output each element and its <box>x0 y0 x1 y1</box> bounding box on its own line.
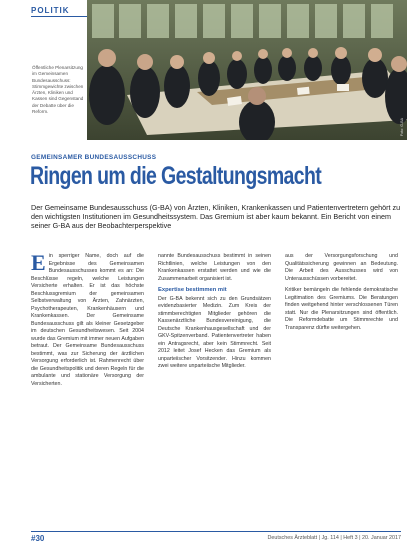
article-lead: Der Gemeinsame Bundesausschuss (G-BA) von Ärzten, Kliniken, Krankenkassen und Patientenvertretern gehört zu den wichtigsten Institutionen im Gesundheitssystem. Das Gremium ist aber kaum bekannt. Ein Bericht von einem seiner G-BA aus der Beobachterperspektive <box>31 203 401 231</box>
photo-credit: Foto: G-BA <box>400 118 404 136</box>
photo-caption: Öffentliche Plenarsitzung im Gemeinsamen Bundesausschuss: Stimmgewichte zwischen Ärzten, Kliniken und Kassen sind Gegenstand der Debatte über die Reform. <box>32 65 84 115</box>
article-column-2 <box>158 253 271 371</box>
article-kicker: GEMEINSAMER BUNDESAUSSCHUSS <box>31 154 157 161</box>
column-1-text: in sperriger Name, doch auf die Ergebnisse des Gemeinsamen Bundesausschusses kommt es an: Die Beschlüsse regeln, welche Leistungen Versicherte erhalten. Er ist das höchste Beschlussgremium der gemeinsamen Selbstverwaltung von Ärzten, Zahnärzten, Psychotherapeuten, Krankenhäusern und Krankenkassen. Der Gemeinsame Bundesausschuss gilt als kleiner Gesetzgeber im deutschen Gesundheitswesen. Seit 2004 wurde das Gremium mit immer neuen Aufgaben betraut. Der Gemeinsame Bundesausschuss bestimmt, was zur Sicherung der ärztlichen Versorgung erforderlich ist. Rahmenrecht über die Gesundheitspolitik und deren Regeln für die ambulante und stationäre Versorgung der Versicherten. <box>31 253 144 387</box>
article-headline: Ringen um die Gestaltungsmacht <box>30 162 322 190</box>
article-subhead: Expertise bestimmen mit <box>158 287 227 293</box>
page-number: #30 <box>31 534 45 543</box>
column-2-text-2: Der G-BA bekennt sich zu den Grundsätzen evidenzbasierter Medizin. Zum Kreis der stimmberechtigten Mitglieder gehören die Kassenärztliche Bundesvereinigung, die Deutsche Krankenhausgesellschaft und der GKV-Spitzenverband. Patientenvertreter haben ein Antragsrecht, aber kein Stimmrecht. Seit 2012 leitet Josef Hecken das Gremium als unparteiischer Vorsitzender. Hinzu kommen zwei weitere unparteiische Mitglieder. <box>158 295 271 369</box>
column-3-text: aus der Versorgungsforschung und Qualitätssicherung gewinnen an Bedeutung. Die Arbeit des Ausschusses wird von Unterausschüssen vorbereitet. <box>285 253 398 282</box>
section-rubric: POLITIK <box>31 6 70 15</box>
meeting-photo-illustration <box>87 0 407 140</box>
page-footer <box>31 531 401 545</box>
meeting-photo <box>87 0 407 140</box>
article-column-1 <box>31 250 144 388</box>
journal-citation: Deutsches Ärzteblatt | Jg. 114 | Heft 3 | 20. Januar 2017 <box>267 535 401 541</box>
drop-cap: E <box>31 250 46 275</box>
column-2-text: nannte Bundesausschuss bestimmt in seinen Richtlinien, welche Leistungen von den Krankenkassen erstattet werden und wie die Zusammenarbeit organisiert ist. <box>158 253 271 282</box>
footer-rule <box>31 531 401 532</box>
article-column-3 <box>285 253 398 332</box>
column-3-text-2: Kritiker bemängeln die fehlende demokratische Legitimation des Gremiums. Die Beratungen finden weitgehend hinter verschlossenen Türen statt. Nur die Plenarsitzungen sind öffentlich. Die Reformdebatte um Stimmrechte und Transparenz dürfte weitergehen. <box>285 287 398 331</box>
